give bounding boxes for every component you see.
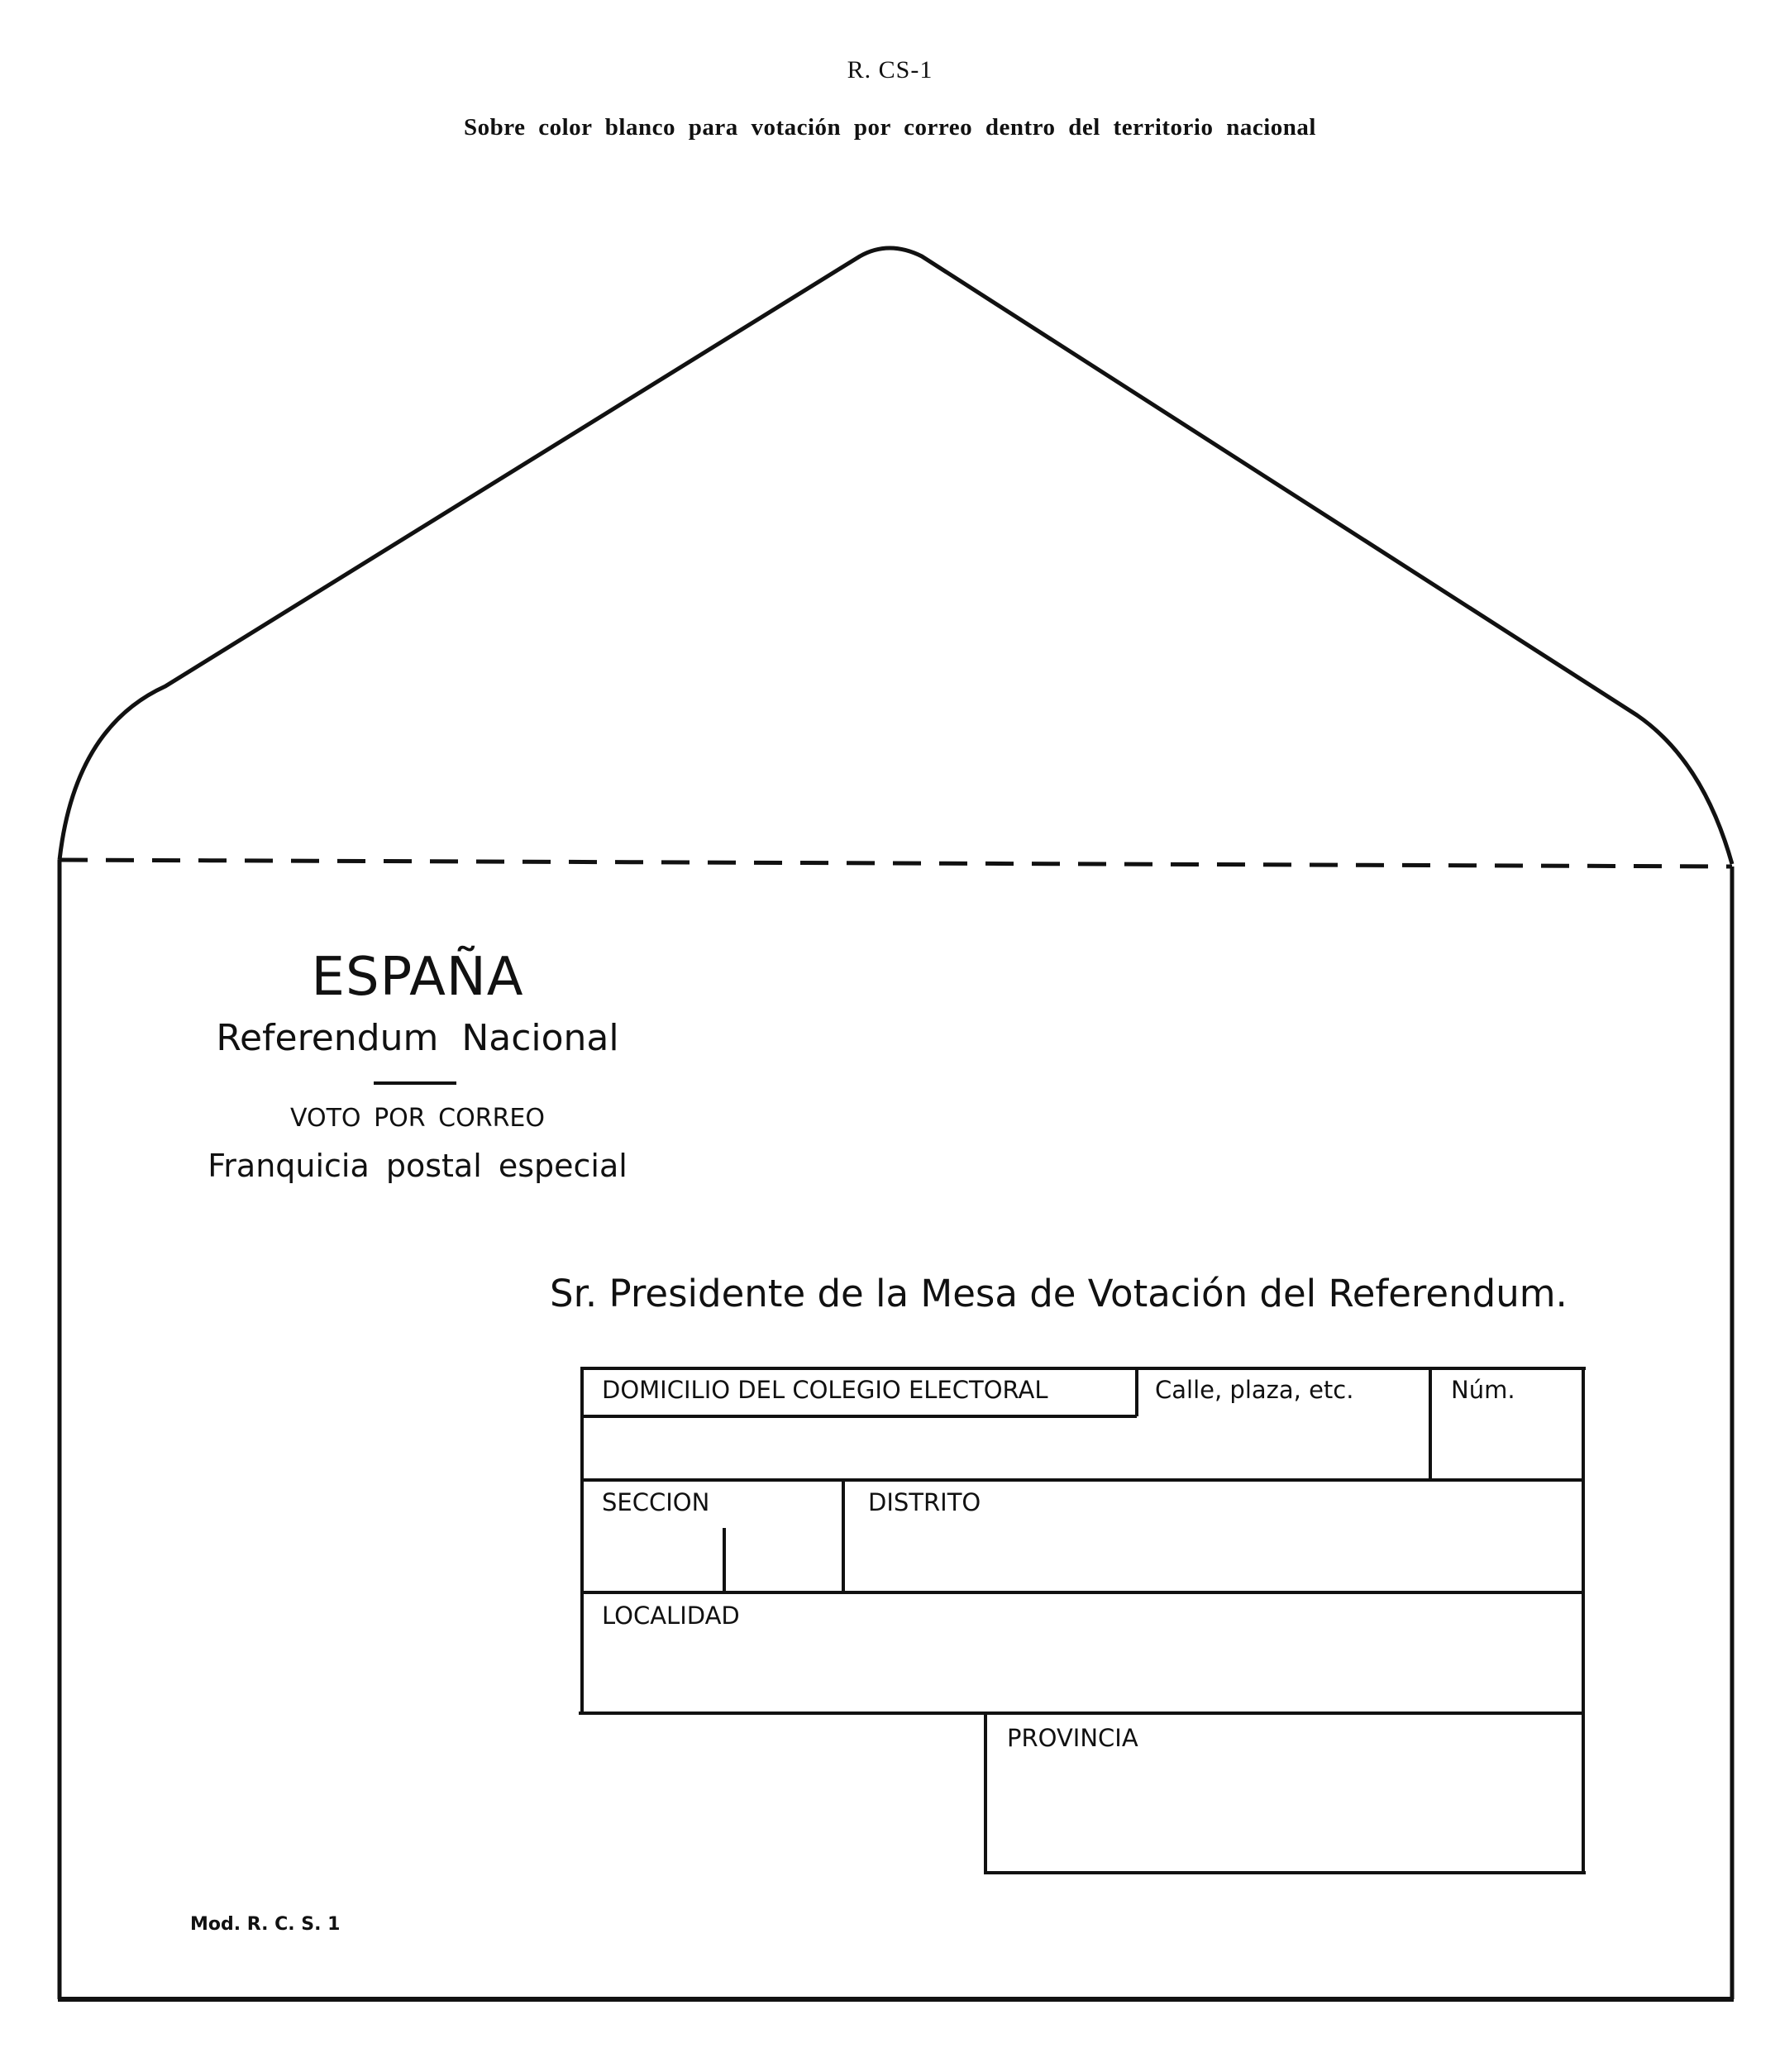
numero-label: Núm. bbox=[1451, 1376, 1515, 1404]
page-header-caption: Sobre color blanco para votación por correo dentro del territorio nacional bbox=[464, 114, 1316, 141]
calle-label: Calle, plaza, etc. bbox=[1155, 1376, 1354, 1404]
page-header-code: R. CS-1 bbox=[847, 56, 933, 84]
form-code: Mod. R. C. S. 1 bbox=[190, 1914, 341, 1935]
recipient-line: Sr. Presidente de la Mesa de Votación del Referendum. bbox=[550, 1272, 1568, 1315]
seccion-label: SECCION bbox=[602, 1488, 710, 1516]
sender-subtitle: Referendum Nacional bbox=[216, 1017, 619, 1059]
sender-franking: Franquicia postal especial bbox=[208, 1148, 628, 1184]
sender-country: ESPAÑA bbox=[311, 947, 524, 1008]
fold-line bbox=[60, 860, 1732, 867]
domicilio-label: DOMICILIO DEL COLEGIO ELECTORAL bbox=[602, 1376, 1048, 1404]
sender-mode: VOTO POR CORREO bbox=[290, 1104, 545, 1133]
envelope-flap bbox=[60, 248, 1732, 864]
distrito-label: DISTRITO bbox=[868, 1488, 981, 1516]
localidad-label: LOCALIDAD bbox=[602, 1602, 740, 1630]
provincia-label: PROVINCIA bbox=[1007, 1724, 1138, 1752]
